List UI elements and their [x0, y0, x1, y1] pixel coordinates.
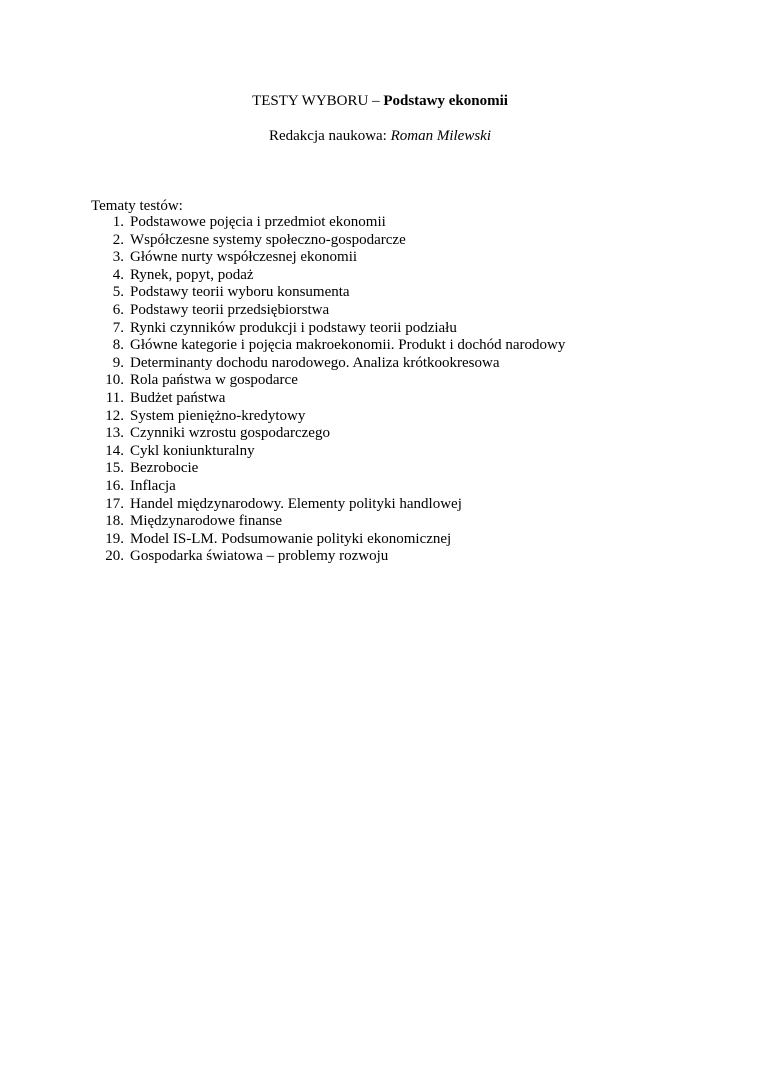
editor-name: Roman Milewski — [390, 128, 492, 144]
title-subject: Podstawy ekonomii — [383, 93, 508, 109]
list-item — [91, 337, 565, 355]
list-item — [91, 478, 565, 496]
list-item-number: 8. — [112, 337, 124, 354]
list-item-text: Współczesne systemy społeczno-gospodarcze — [130, 231, 406, 248]
list-item-number: 12. — [105, 407, 124, 424]
list-item-number: 10. — [105, 372, 124, 389]
list-item — [91, 496, 565, 514]
list-item-text: Podstawy teorii wyboru konsumenta — [130, 284, 350, 301]
list-item-number: 2. — [112, 231, 124, 248]
list-item-text: Podstawowe pojęcia i przedmiot ekonomii — [130, 214, 386, 230]
list-item-text: Model IS-LM. Podsumowanie polityki ekonomicznej — [130, 530, 452, 547]
list-item-number: 20. — [105, 548, 124, 565]
list-item — [91, 408, 565, 426]
list-item — [91, 460, 565, 478]
list-item-text: Podstawy teorii przedsiębiorstwa — [130, 301, 330, 318]
list-item-number: 3. — [112, 249, 124, 266]
list-item-text: Rola państwa w gospodarce — [130, 372, 298, 389]
list-item-number: 19. — [105, 530, 124, 547]
list-item-number: 6. — [112, 301, 124, 318]
list-item — [91, 320, 565, 338]
list-item-number: 15. — [105, 460, 124, 477]
list-item-text: Inflacja — [130, 477, 176, 494]
list-item-text: Determinanty dochodu narodowego. Analiza krótkookresowa — [130, 354, 500, 371]
list-item-number: 18. — [105, 513, 124, 530]
list-item-text: Cykl koniunkturalny — [130, 442, 255, 459]
topics-heading: Tematy testów: — [91, 198, 183, 214]
list-item — [91, 390, 565, 408]
list-item-text: Międzynarodowe finanse — [130, 513, 283, 530]
list-item-text: Budżet państwa — [130, 389, 226, 406]
list-item-number: 9. — [112, 354, 124, 371]
list-item-number: 4. — [112, 266, 124, 283]
topics-list — [91, 214, 565, 566]
list-item — [91, 249, 565, 267]
editor-label: Redakcja naukowa: — [268, 128, 391, 144]
list-item — [91, 425, 565, 443]
list-item — [91, 355, 565, 373]
list-item-text: Główne nurty współczesnej ekonomii — [130, 249, 358, 266]
list-item — [91, 531, 565, 549]
list-item-text: Rynek, popyt, podaż — [130, 266, 254, 283]
list-item-number: 17. — [105, 495, 124, 512]
list-item — [91, 372, 565, 390]
list-item — [91, 443, 565, 461]
list-item — [91, 214, 565, 232]
list-item-text: Handel międzynarodowy. Elementy polityki handlowej — [130, 495, 462, 512]
list-item-number: 11. — [105, 389, 124, 406]
list-item — [91, 302, 565, 320]
list-item — [91, 232, 565, 250]
list-item-number: 13. — [105, 425, 124, 442]
list-item-text: System pieniężno-kredytowy — [130, 407, 306, 424]
list-item-text: Rynki czynników produkcji i podstawy teorii podziału — [130, 319, 457, 336]
document-title — [0, 91, 760, 111]
list-item — [91, 284, 565, 302]
list-item-text: Gospodarka światowa – problemy rozwoju — [130, 548, 389, 565]
list-item-text: Czynniki wzrostu gospodarczego — [130, 425, 330, 442]
list-item — [91, 267, 565, 285]
list-item — [91, 513, 565, 531]
list-item-number: 5. — [112, 284, 124, 301]
list-item-number: 1. — [112, 214, 124, 230]
list-item-text: Główne kategorie i pojęcia makroekonomii. Produkt i dochód narodowy — [130, 337, 566, 354]
editor-line — [0, 126, 760, 146]
list-item-text: Bezrobocie — [130, 460, 199, 477]
list-item-number: 16. — [105, 477, 124, 494]
title-prefix: TESTY WYBORU – — [252, 93, 384, 109]
list-item-number: 14. — [105, 442, 124, 459]
list-item — [91, 548, 565, 566]
list-item-number: 7. — [112, 319, 124, 336]
